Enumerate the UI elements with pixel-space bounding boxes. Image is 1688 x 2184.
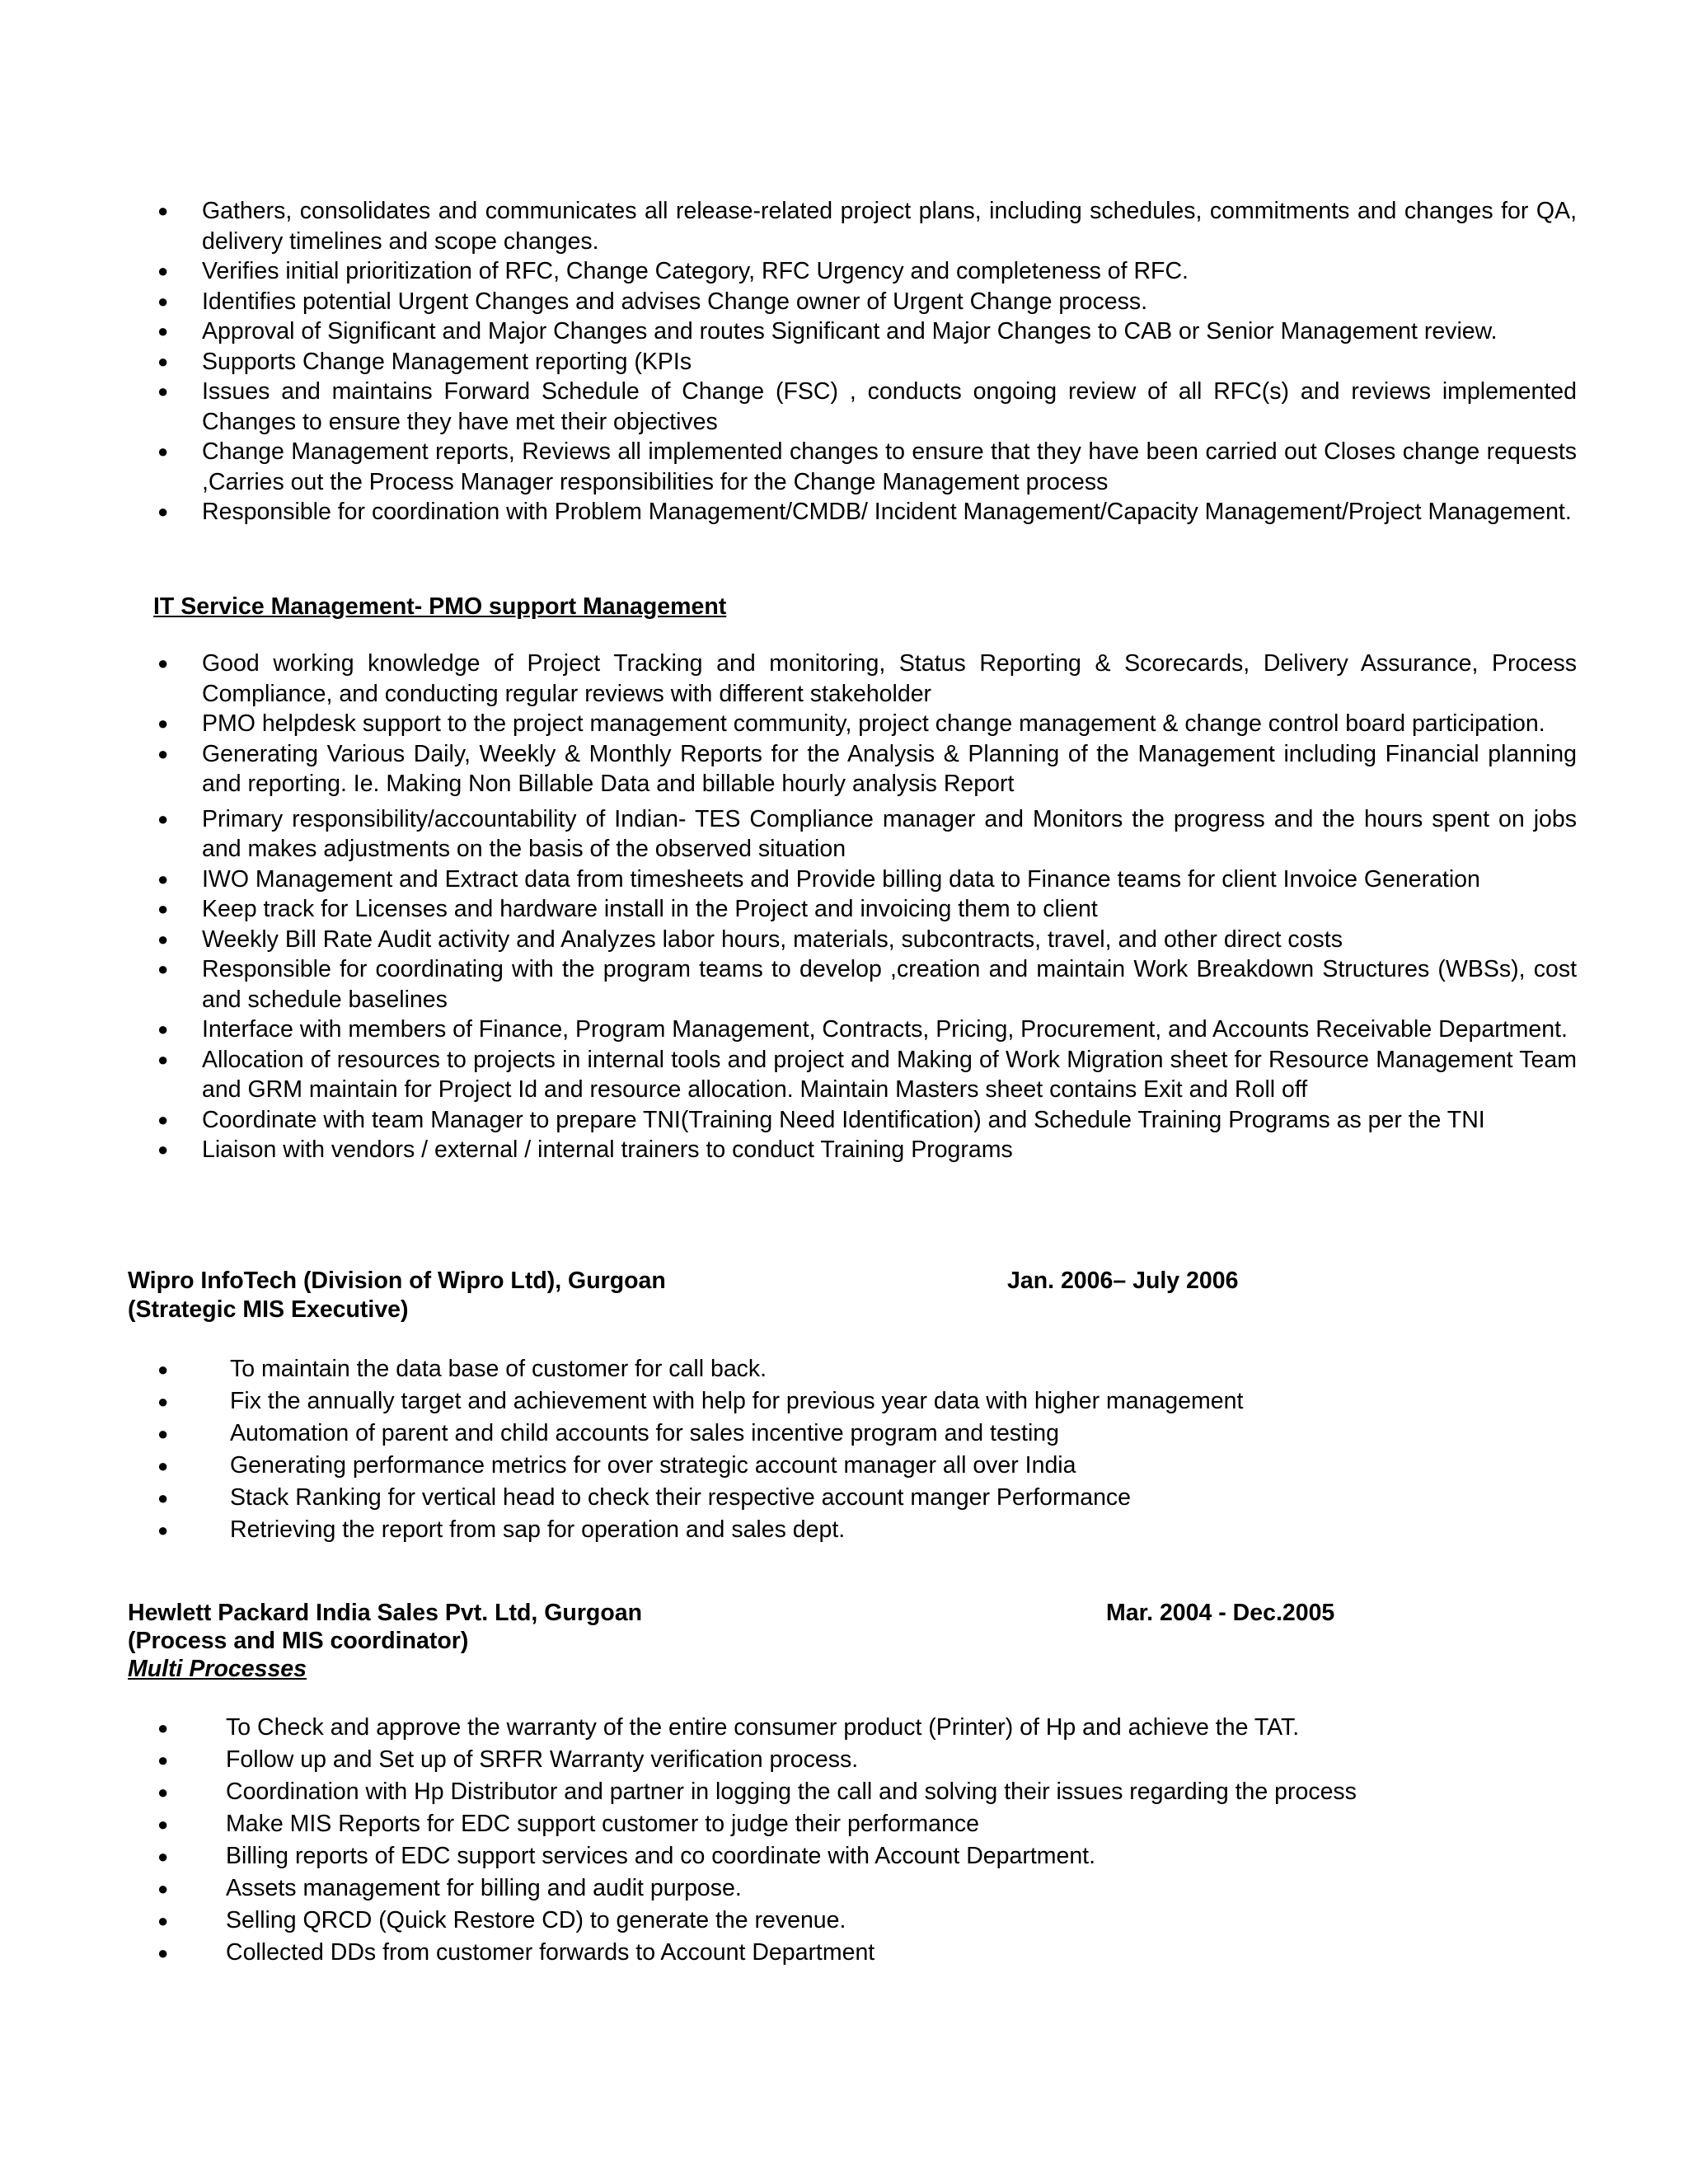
bullet-icon: ● xyxy=(157,1943,169,1963)
bullet-icon: ● xyxy=(157,1750,169,1770)
bullet-icon: ● xyxy=(157,1423,169,1444)
release-responsibilities-list xyxy=(157,196,1577,527)
bullet-icon: ● xyxy=(157,743,169,764)
hp-duties-list xyxy=(157,1712,1545,1969)
job-role-wipro: (Strategic MIS Executive) xyxy=(128,1296,409,1323)
bullet-icon: ● xyxy=(157,1359,169,1380)
job-dates-wipro: Jan. 2006– July 2006 xyxy=(1007,1268,1239,1294)
bullet-icon: ● xyxy=(157,898,169,919)
bullet-icon: ● xyxy=(157,1814,169,1835)
list-item: ● Weekly Bill Rate Audit activity and Analyzes labor hours, materials, subcontracts, travel, and other direct costs xyxy=(202,925,1577,955)
bullet-icon: ● xyxy=(157,350,169,372)
section-heading-pmo: IT Service Management- PMO support Management xyxy=(153,593,727,620)
list-item: ● Allocation of resources to projects in internal tools and project and Making of Work Migration sheet for Resource Management Team and GRM maintain for Project Id and resource allocation. Maintain Masters sheet contains Exit and Roll off xyxy=(157,1046,1577,1103)
list-item: ● Keep track for Licenses and hardware install in the Project and invoicing them to client xyxy=(202,894,1577,925)
list-item: ● Good working knowledge of Project Tracking and monitoring, Status Reporting & Scorecards, Delivery Assurance, Process Compliance, and conducting regular reviews with different stakeholder xyxy=(157,650,1577,707)
list-item: ● Issues and maintains Forward Schedule of Change (FSC) , conducts ongoing review of all RFC(s) and reviews implemented Changes to ensure they have met their objectives xyxy=(157,378,1577,435)
bullet-icon: ● xyxy=(157,501,169,522)
list-item: ● Verifies initial prioritization of RFC, Change Category, RFC Urgency and completeness of RFC. xyxy=(202,256,1577,287)
list-item: ● Generating Various Daily, Weekly & Monthly Reports for the Analysis & Planning of the Management including Financial planning and reporting. Ie. Making Non Billable Data and billable hourly analysis Report xyxy=(157,740,1577,797)
bullet-icon: ● xyxy=(157,653,169,673)
list-item: ● Stack Ranking for vertical head to check their respective account manger Performance xyxy=(230,1482,1466,1514)
list-item: ● Generating performance metrics for over strategic account manager all over India xyxy=(230,1450,1466,1482)
list-item: ● Billing reports of EDC support services and co coordinate with Account Department. xyxy=(226,1840,1545,1872)
bullet-icon: ● xyxy=(157,1019,169,1039)
bullet-icon: ● xyxy=(157,1718,169,1738)
list-item: ● Collected DDs from customer forwards to Account Department xyxy=(226,1937,1545,1969)
job-company-wipro: Wipro InfoTech (Division of Wipro Ltd), Gurgoan xyxy=(128,1268,666,1294)
bullet-icon: ● xyxy=(157,290,169,312)
bullet-icon: ● xyxy=(157,381,169,401)
bullet-icon: ● xyxy=(157,1878,169,1899)
bullet-icon: ● xyxy=(157,1520,169,1540)
list-item: ● To maintain the data base of customer for call back. xyxy=(230,1353,1466,1385)
bullet-icon: ● xyxy=(157,1108,169,1130)
list-item: ● Fix the annually target and achievement with help for previous year data with higher management xyxy=(230,1385,1466,1418)
list-item: ● Interface with members of Finance, Program Management, Contracts, Pricing, Procurement, and Accounts Receivable Department. xyxy=(202,1015,1577,1045)
list-item: ● Supports Change Management reporting (KPIs xyxy=(202,347,1577,377)
bullet-icon: ● xyxy=(157,808,169,829)
list-item: ● Approval of Significant and Major Changes and routes Significant and Major Changes to CAB or Senior Management review. xyxy=(202,316,1577,347)
bullet-icon: ● xyxy=(157,1139,169,1160)
bullet-icon: ● xyxy=(157,713,169,733)
job-subheading-hp: Multi Processes xyxy=(128,1656,307,1682)
list-item: ● To Check and approve the warranty of the entire consumer product (Printer) of Hp and achieve the TAT. xyxy=(226,1712,1545,1744)
job-company-hp: Hewlett Packard India Sales Pvt. Ltd, Gurgoan xyxy=(128,1600,642,1626)
bullet-icon: ● xyxy=(157,1048,169,1070)
list-item: ● Assets management for billing and audit purpose. xyxy=(226,1872,1545,1905)
wipro-duties-list xyxy=(157,1353,1466,1546)
list-item: ● Retrieving the report from sap for operation and sales dept. xyxy=(230,1514,1466,1546)
list-item: ● Gathers, consolidates and communicates all release-related project plans, including schedules, commitments and changes for QA, delivery timelines and scope changes. xyxy=(157,198,1577,255)
list-item: ● Follow up and Set up of SRFR Warranty verification process. xyxy=(226,1744,1545,1776)
bullet-icon: ● xyxy=(157,200,169,221)
list-item: ● Coordination with Hp Distributor and partner in logging the call and solving their issues regarding the process xyxy=(226,1776,1545,1808)
bullet-icon: ● xyxy=(157,441,169,462)
list-item: ● Identifies potential Urgent Changes and advises Change owner of Urgent Change process. xyxy=(202,287,1577,317)
list-item: ● Make MIS Reports for EDC support customer to judge their performance xyxy=(226,1808,1545,1840)
bullet-icon: ● xyxy=(157,260,169,281)
pmo-responsibilities-list xyxy=(157,649,1577,1165)
list-item: ● Change Management reports, Reviews all implemented changes to ensure that they have been carried out Closes change requests ,Carries out the Process Manager responsibilities for the Change Management process xyxy=(157,438,1577,495)
list-item: ● Automation of parent and child accounts for sales incentive program and testing xyxy=(230,1418,1466,1450)
bullet-icon: ● xyxy=(157,1846,169,1867)
list-item: ● IWO Management and Extract data from timesheets and Provide billing data to Finance teams for client Invoice Generation xyxy=(202,865,1577,895)
job-dates-hp: Mar. 2004 - Dec.2005 xyxy=(1106,1600,1335,1626)
list-item: ● Selling QRCD (Quick Restore CD) to generate the revenue. xyxy=(226,1905,1545,1937)
list-item: ● PMO helpdesk support to the project management community, project change management & change control board participation. xyxy=(202,709,1577,739)
list-item: ● Responsible for coordination with Problem Management/CMDB/ Incident Management/Capacity Management/Project Management. xyxy=(202,497,1577,527)
bullet-icon: ● xyxy=(157,868,169,889)
bullet-icon: ● xyxy=(157,1391,169,1412)
bullet-icon: ● xyxy=(157,1455,169,1476)
bullet-icon: ● xyxy=(157,1782,169,1802)
bullet-icon: ● xyxy=(157,1910,169,1931)
list-item: ● Primary responsibility/accountability of Indian- TES Compliance manager and Monitors the progress and the hours spent on jobs and makes adjustments on the basis of the observed situation xyxy=(157,805,1577,862)
list-item: ● Coordinate with team Manager to prepare TNI(Training Need Identification) and Schedule Training Programs as per the TNI xyxy=(202,1105,1577,1136)
list-item: ● Responsible for coordinating with the program teams to develop ,creation and maintain Work Breakdown Structures (WBSs), cost and schedule baselines xyxy=(157,956,1577,1013)
list-item: ● Liaison with vendors / external / internal trainers to conduct Training Programs xyxy=(202,1135,1577,1165)
bullet-icon: ● xyxy=(157,321,169,341)
bullet-icon: ● xyxy=(157,958,169,979)
bullet-icon: ● xyxy=(157,928,169,949)
bullet-icon: ● xyxy=(157,1488,169,1508)
job-role-hp: (Process and MIS coordinator) xyxy=(128,1628,469,1654)
